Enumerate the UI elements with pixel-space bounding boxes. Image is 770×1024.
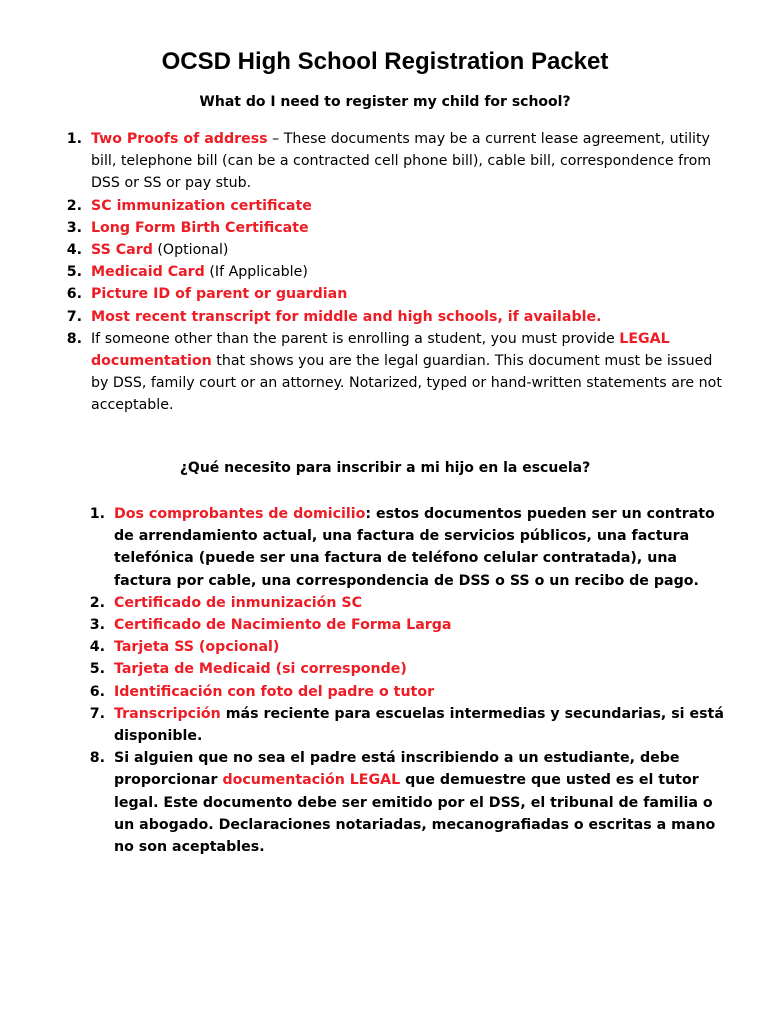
item-number: 4.	[89, 639, 105, 656]
list-item	[89, 636, 730, 658]
item-text: más reciente para escuelas intermedias y secundarias, si está disponible.	[114, 705, 724, 745]
item-number: 7.	[89, 705, 105, 722]
item-number: 2.	[66, 197, 82, 214]
item-number: 5.	[89, 661, 105, 678]
list-item	[66, 283, 731, 305]
item-text-pre: If someone other than the parent is enrolling a student, you must provide	[91, 330, 620, 347]
item-highlight: Certificado de Nacimiento de Forma Larga	[114, 617, 452, 634]
item-highlight: Identificación con foto del padre o tutor	[114, 683, 435, 700]
item-text: – These documents may be a current lease agreement, utility bill, telephone bill (can be a contracted cell phone bill), cable bill, correspondence from DSS or SS or pay stub.	[91, 131, 712, 192]
english-heading: What do I need to register my child for school?	[199, 94, 571, 110]
list-item	[89, 503, 730, 592]
item-number: 2.	[89, 594, 105, 611]
item-highlight: SC immunization certificate	[91, 197, 312, 214]
spanish-heading: ¿Qué necesito para inscribir a mi hijo en la escuela?	[179, 460, 591, 476]
list-item	[89, 747, 730, 858]
item-text-pre: Si alguien que no sea el padre está inscribiendo a un estudiante, debe proporcionar	[114, 750, 680, 789]
item-number: 8.	[66, 330, 82, 347]
list-item	[66, 261, 731, 283]
list-item	[89, 681, 730, 703]
item-text: que demuestre que usted es el tutor legal. Este documento debe ser emitido por el DSS, el tribunal de familia o un abogado. Declaraciones notariadas, mecanografiadas o escritas a mano no son aceptables.	[114, 772, 716, 856]
spanish-requirements-list	[89, 503, 730, 858]
item-number: 1.	[89, 506, 105, 522]
item-number: 1.	[66, 131, 82, 147]
list-item	[89, 592, 730, 614]
list-item	[66, 128, 731, 195]
item-number: 7.	[66, 308, 82, 325]
item-number: 3.	[89, 617, 105, 634]
item-highlight: documentación LEGAL	[222, 772, 401, 789]
page-title: OCSD High School Registration Packet	[161, 48, 609, 75]
list-item	[66, 306, 731, 328]
item-number: 5.	[66, 264, 82, 281]
item-highlight: Dos comprobantes de domicilio	[114, 506, 366, 522]
item-number: 6.	[89, 683, 105, 700]
item-highlight: Tarjeta SS (opcional)	[114, 639, 280, 656]
item-number: 3.	[66, 219, 82, 236]
english-requirements-list	[66, 128, 731, 417]
item-highlight: SS Card	[91, 242, 153, 259]
item-highlight: Tarjeta de Medicaid (si corresponde)	[114, 661, 407, 678]
item-highlight: Most recent transcript for middle and high schools, if available.	[91, 308, 602, 325]
item-number: 6.	[66, 286, 82, 303]
item-highlight: Picture ID of parent or guardian	[91, 286, 348, 303]
list-item	[89, 658, 730, 680]
item-highlight: Medicaid Card	[91, 264, 205, 281]
item-number: 8.	[89, 750, 105, 767]
item-number: 4.	[66, 242, 82, 259]
item-text: (If Applicable)	[204, 264, 308, 281]
item-highlight: Two Proofs of address	[91, 131, 268, 147]
list-item	[66, 328, 731, 417]
item-text: (Optional)	[152, 242, 229, 259]
list-item	[66, 217, 731, 239]
list-item	[89, 614, 730, 636]
list-item	[66, 239, 731, 261]
item-highlight: Certificado de inmunización SC	[114, 594, 363, 611]
list-item	[89, 703, 730, 747]
item-highlight: Transcripción	[114, 705, 221, 722]
item-text: : estos documentos pueden ser un contrato de arrendamiento actual, una factura de servicios públicos, una factura telefónica (puede ser una factura de teléfono celular contratada), una factura por cable, una correspondencia de DSS o SS o un recibo de pago.	[114, 506, 715, 589]
list-item	[66, 195, 731, 217]
item-text: that shows you are the legal guardian. This document must be issued by DSS, family court or an attorney. Notarized, typed or hand-written statements are not acceptable.	[91, 353, 722, 414]
item-highlight: LEGAL documentation	[91, 330, 670, 370]
item-highlight: Long Form Birth Certificate	[91, 219, 309, 236]
